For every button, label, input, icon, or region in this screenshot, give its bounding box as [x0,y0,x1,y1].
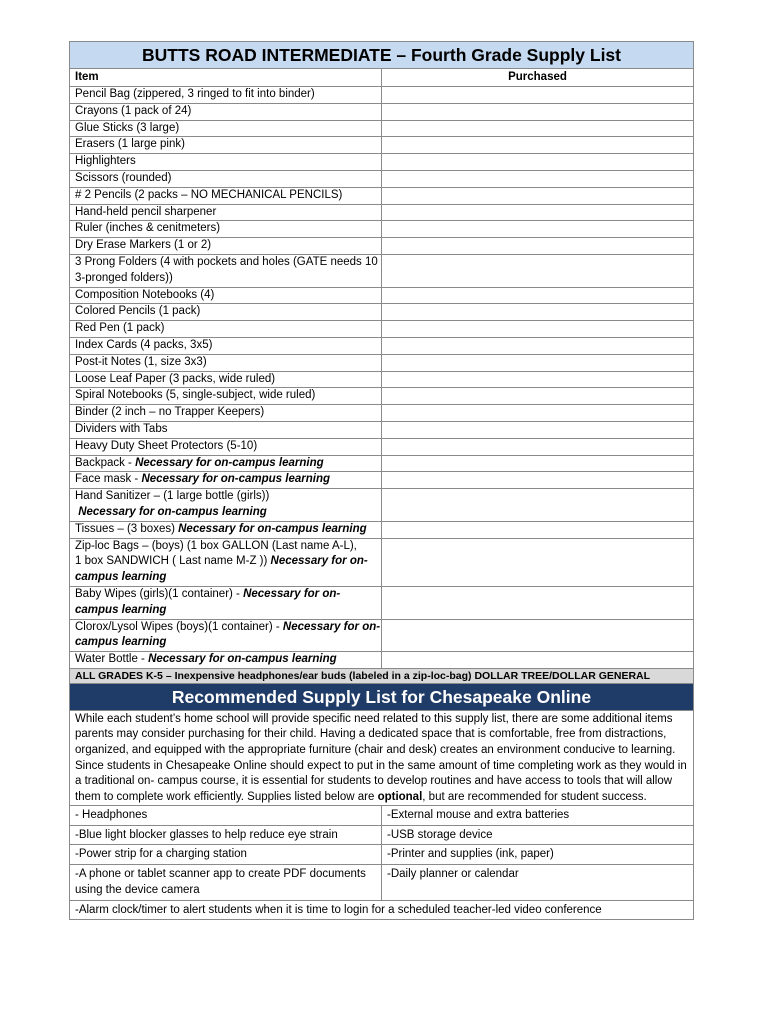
purchased-checkbox-cell[interactable] [382,170,694,187]
supply-item-text: Glue Sticks (3 large) [75,121,180,134]
supply-item-note: Necessary for on-campus learning [78,505,267,518]
online-supply-last-row: -Alarm clock/timer to alert students when it is time to login for a scheduled teacher-led video conference [70,900,694,920]
table-row [70,287,694,304]
supply-item-text: Composition Notebooks (4) [75,288,215,301]
purchased-checkbox-cell[interactable] [382,137,694,154]
table-row [70,455,694,472]
supply-item [70,120,382,137]
table-row [70,405,694,422]
table-row [70,221,694,238]
supply-item-text: Zip-loc Bags – (boys) (1 box GALLON (Last name A-L), [75,539,357,552]
online-supply-left: -Blue light blocker glasses to help reduce eye strain [70,825,382,845]
purchased-checkbox-cell[interactable] [382,521,694,538]
supply-item [70,388,382,405]
supply-item-text: Baby Wipes (girls)(1 container) - [75,587,244,600]
supply-item [70,619,382,652]
online-supply-right: -External mouse and extra batteries [382,806,694,826]
online-supply-right: -Printer and supplies (ink, paper) [382,845,694,865]
supply-item-text: Dividers with Tabs [75,422,168,435]
table-row [70,120,694,137]
supply-item [70,254,382,287]
supply-item-note: Necessary for on-campus learning [75,620,381,649]
online-supply-left: -Power strip for a charging station [70,845,382,865]
table-row [70,204,694,221]
supply-item [70,371,382,388]
supply-item [70,187,382,204]
supply-item-text: Hand Sanitizer – (1 large bottle (girls)) [75,490,270,503]
supply-item-note: Necessary for on-campus learning [75,587,341,616]
table-row [70,170,694,187]
supply-item [70,221,382,238]
table-row [70,337,694,354]
purchased-checkbox-cell[interactable] [382,87,694,104]
supply-item-text: Erasers (1 large pink) [75,138,185,151]
supply-item-text: Clorox/Lysol Wipes (boys)(1 container) - [75,620,283,633]
supply-item-text: Heavy Duty Sheet Protectors (5-10) [75,439,258,452]
purchased-checkbox-cell[interactable] [382,489,694,522]
supply-item-note: Necessary for on-campus learning [178,522,367,535]
purchased-checkbox-cell[interactable] [382,538,694,586]
intro-text-end: , but are recommended for student success. [422,790,647,803]
purchased-column-header: Purchased [382,69,694,87]
supply-item-text: Spiral Notebooks (5, single-subject, wide ruled) [75,389,316,402]
table-row [70,538,694,586]
table-row [70,137,694,154]
supply-item-text: # 2 Pencils (2 packs – NO MECHANICAL PENCILS) [75,188,343,201]
purchased-checkbox-cell[interactable] [382,321,694,338]
online-supply-right: -Daily planner or calendar [382,864,694,900]
supply-item [70,521,382,538]
supply-item [70,154,382,171]
table-row [70,304,694,321]
supply-item [70,170,382,187]
item-column-header: Item [70,69,382,87]
table-row [70,825,694,845]
table-row [70,845,694,865]
supply-item [70,421,382,438]
supply-item [70,455,382,472]
supply-item-text: Backpack - [75,456,136,469]
table-row [70,187,694,204]
purchased-checkbox-cell[interactable] [382,221,694,238]
table-row [70,421,694,438]
supply-item [70,287,382,304]
supply-item-text: Colored Pencils (1 pack) [75,305,201,318]
supply-item-text-line2: 1 box SANDWICH ( Last name M-Z )) [75,555,271,568]
purchased-checkbox-cell[interactable] [382,337,694,354]
table-row [70,354,694,371]
purchased-checkbox-cell[interactable] [382,586,694,619]
supply-item-text: Index Cards (4 packs, 3x5) [75,338,213,351]
supply-item-text: Crayons (1 pack of 24) [75,104,192,117]
table-row [70,652,694,669]
supply-item-text: Binder (2 inch – no Trapper Keepers) [75,406,265,419]
purchased-checkbox-cell[interactable] [382,254,694,287]
table-row [70,87,694,104]
supply-item-note: Necessary for on-campus learning [75,555,368,584]
supply-item [70,472,382,489]
table-row [70,321,694,338]
table-row [70,371,694,388]
purchased-checkbox-cell[interactable] [382,187,694,204]
purchased-checkbox-cell[interactable] [382,238,694,255]
supply-item-note: Necessary for on-campus learning [148,653,337,666]
table-row [70,254,694,287]
table-row [70,438,694,455]
supply-item-text: Dry Erase Markers (1 or 2) [75,239,212,252]
supply-item-text: 3 Prong Folders (4 with pockets and holes (GATE needs 10 3-pronged folders)) [75,255,378,284]
purchased-checkbox-cell[interactable] [382,354,694,371]
supply-item [70,489,382,522]
purchased-checkbox-cell[interactable] [382,652,694,669]
online-supply-right: -USB storage device [382,825,694,845]
purchased-checkbox-cell[interactable] [382,287,694,304]
table-row [70,489,694,522]
supply-item [70,304,382,321]
supply-item [70,103,382,120]
supply-item-text: Scissors (rounded) [75,171,172,184]
supply-item-text: Water Bottle - [75,653,149,666]
supply-item-text: Ruler (inches & cenitmeters) [75,222,221,235]
intro-optional-word: optional [377,790,423,803]
supply-item-text: Red Pen (1 pack) [75,322,165,335]
supply-item [70,652,382,669]
online-intro-paragraph [70,710,694,806]
table-row [70,154,694,171]
purchased-checkbox-cell[interactable] [382,120,694,137]
table-row [70,472,694,489]
supply-item-note: Necessary for on-campus learning [135,456,324,469]
supply-item [70,354,382,371]
supply-item [70,586,382,619]
purchased-checkbox-cell[interactable] [382,405,694,422]
table-row [70,388,694,405]
supply-list-sheet [69,41,694,920]
purchased-checkbox-cell[interactable] [382,304,694,321]
online-supply-left: -A phone or tablet scanner app to create PDF documents using the device camera [70,864,382,900]
supply-item-text: Pencil Bag (zippered, 3 ringed to fit into binder) [75,88,315,100]
purchased-checkbox-cell[interactable] [382,455,694,472]
supply-item [70,321,382,338]
supply-item-note: Necessary for on-campus learning [141,473,331,486]
table-row [70,806,694,826]
supply-item [70,405,382,422]
purchased-checkbox-cell[interactable] [382,204,694,221]
supply-item [70,438,382,455]
table-row [70,103,694,120]
purchased-checkbox-cell[interactable] [382,438,694,455]
online-supply-left: - Headphones [70,806,382,826]
supply-item-text: Post-it Notes (1, size 3x3) [75,355,207,368]
supply-item [70,137,382,154]
purchased-checkbox-cell[interactable] [382,619,694,652]
supply-item [70,204,382,221]
online-section-heading: Recommended Supply List for Chesapeake Online [70,683,694,710]
supply-item [70,87,382,104]
supply-item-text: Tissues – (3 boxes) [75,522,179,535]
supply-item [70,337,382,354]
purchased-checkbox-cell[interactable] [382,103,694,120]
table-row [70,864,694,900]
purchased-checkbox-cell[interactable] [382,371,694,388]
supply-item-text: Loose Leaf Paper (3 packs, wide ruled) [75,372,276,385]
table-row [70,619,694,652]
supply-item-text: Hand-held pencil sharpener [75,205,217,218]
table-row [70,521,694,538]
intro-text-start: While each student’s home school will provide specific need related to this supply list, there are some additional items parents may consider purchasing for their child. Having a dedicated space that is comfortable, free from distractions, organized, and equipped with the appropriate furniture (chair and desk) creates an environment conducive to learning. Since students in Chesapeake Online should expect to put in the same amount of time completing work as they would in a traditional on- campus course, it is essential for students to develop routines and have access to tools that will allow them to complete work efficiently. Supplies listed below are [75,712,687,803]
purchased-checkbox-cell[interactable] [382,154,694,171]
purchased-checkbox-cell[interactable] [382,421,694,438]
supply-table [69,41,694,920]
table-row [70,238,694,255]
table-row [70,586,694,619]
page-title: BUTTS ROAD INTERMEDIATE – Fourth Grade Supply List [70,42,694,69]
supply-item [70,538,382,586]
supply-item [70,238,382,255]
supply-item-text: Face mask - [75,473,142,486]
purchased-checkbox-cell[interactable] [382,388,694,405]
supply-item-text: Highlighters [75,155,136,168]
purchased-checkbox-cell[interactable] [382,472,694,489]
headphones-note: ALL GRADES K-5 – Inexpensive headphones/ear buds (labeled in a zip-loc-bag) DOLLAR TREE/DOLLAR GENERAL [70,668,694,683]
